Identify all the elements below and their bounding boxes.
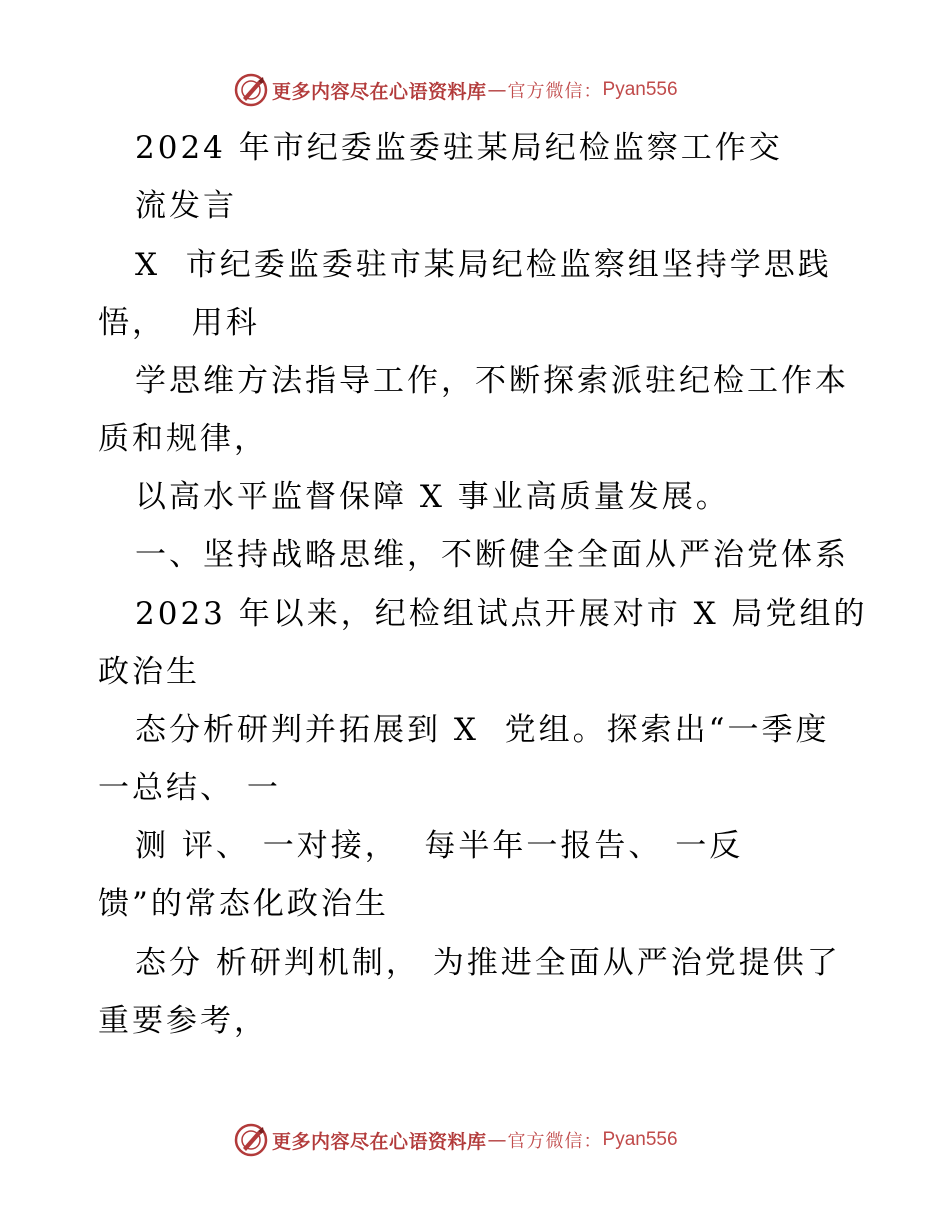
text-line: 质和规律，	[98, 421, 268, 457]
watermark-brand: 更多内容尽在心语资料库	[272, 1130, 487, 1153]
watermark-dash: —	[487, 79, 507, 101]
text-line: 学思维方法指导工作，不断探索派驻纪检工作本	[135, 363, 849, 399]
text-line: 一、坚持战略思维，不断健全全面从严治党体系	[135, 537, 849, 573]
text-line: 一总结、 一	[98, 770, 281, 806]
text-line: 2024 年市纪委监委驻某局纪检监察工作交	[135, 130, 783, 166]
header-watermark	[234, 72, 678, 108]
text-line: 重要参考，	[98, 1003, 268, 1039]
text-line: 以高水平监督保障 X 事业高质量发展。	[135, 479, 730, 515]
text-line: 流发言	[135, 188, 237, 224]
brand-logo-icon	[234, 73, 268, 107]
text-line: 2023 年以来，纪检组试点开展对市 X 局党组的	[135, 596, 868, 632]
watermark-official: 官方微信：	[507, 1131, 603, 1152]
watermark-official: 官方微信：	[507, 81, 603, 102]
watermark-dash: —	[487, 1129, 507, 1151]
text-line: 政治生	[98, 654, 200, 690]
text-line: 测 评、 一对接， 每半年一报告、 一反	[135, 828, 744, 864]
watermark-id: Pyan556	[602, 79, 678, 100]
text-line: 悟， 用科	[98, 305, 260, 341]
watermark-brand: 更多内容尽在心语资料库	[272, 80, 487, 103]
text-line: 态分析研判并拓展到 X 党组。探索出“一季度	[135, 712, 830, 748]
text-line: X 市纪委监委驻市某局纪检监察组坚持学思践	[135, 247, 832, 283]
text-line: 馈”的常态化政治生	[98, 886, 389, 922]
watermark-id: Pyan556	[602, 1129, 678, 1150]
text-line: 态分 析研判机制， 为推进全面从严治党提供了	[135, 945, 841, 981]
brand-logo-icon	[234, 1123, 268, 1157]
footer-watermark	[234, 1122, 678, 1158]
